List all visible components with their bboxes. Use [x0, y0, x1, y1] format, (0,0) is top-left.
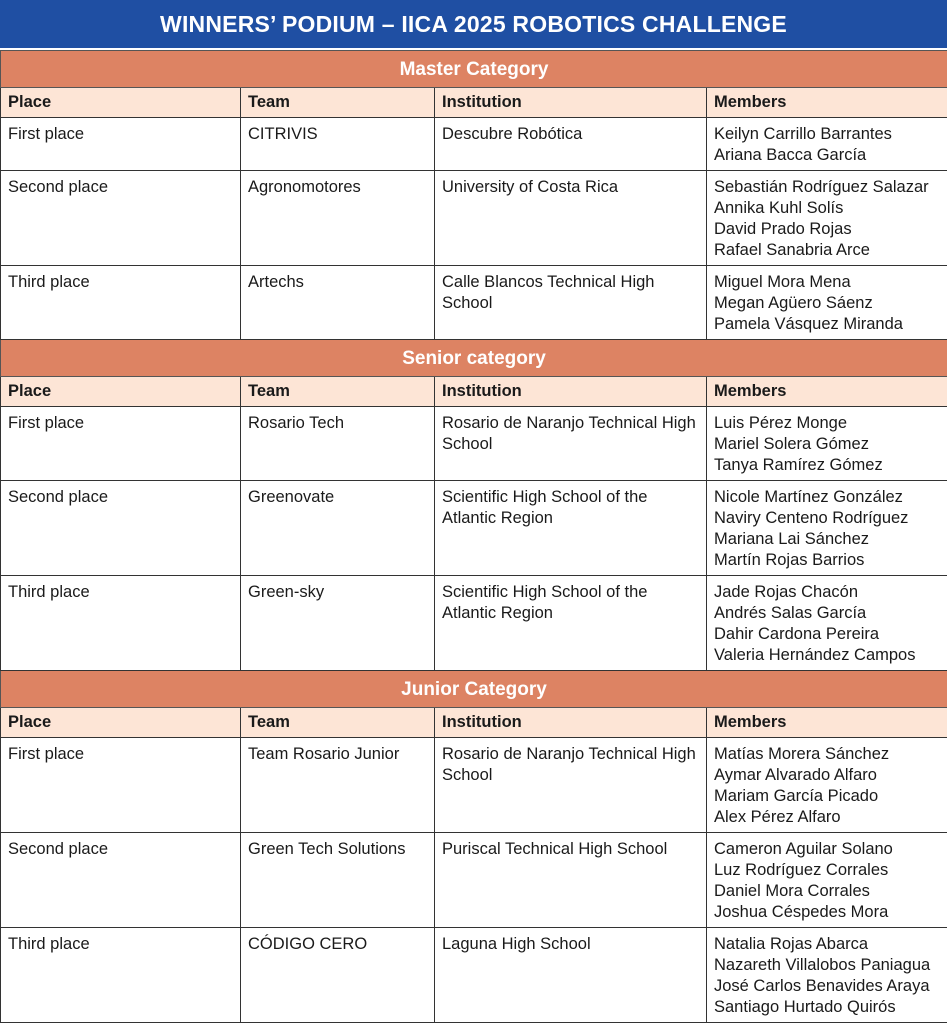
winners-table: [0, 50, 947, 1023]
members-cell: [707, 118, 947, 171]
members-header: Members: [707, 88, 947, 118]
member-name: Daniel Mora Corrales: [714, 882, 870, 900]
member-name: Megan Agüero Sáenz: [714, 294, 873, 312]
team-cell: CÓDIGO CERO: [241, 928, 435, 1023]
category-title: Senior category: [1, 340, 947, 377]
member-name: Nazareth Villalobos Paniagua: [714, 956, 931, 974]
category-row: [1, 51, 947, 88]
header-row: [1, 377, 947, 407]
members-cell: [707, 481, 947, 576]
member-name: Rafael Sanabria Arce: [714, 241, 870, 259]
institution-cell: Laguna High School: [435, 928, 707, 1023]
team-cell: Green-sky: [241, 576, 435, 671]
team-cell: Greenovate: [241, 481, 435, 576]
member-name: Naviry Centeno Rodríguez: [714, 509, 909, 527]
place-cell: Second place: [1, 833, 241, 928]
member-name: Annika Kuhl Solís: [714, 199, 844, 217]
place-cell: Third place: [1, 928, 241, 1023]
category-title: Master Category: [1, 51, 947, 88]
institution-cell: Descubre Robótica: [435, 118, 707, 171]
team-cell: Team Rosario Junior: [241, 738, 435, 833]
member-name: Ariana Bacca García: [714, 146, 867, 164]
member-name: Luz Rodríguez Corrales: [714, 861, 889, 879]
institution-cell: Puriscal Technical High School: [435, 833, 707, 928]
member-name: Matías Morera Sánchez: [714, 745, 890, 763]
members-cell: [707, 833, 947, 928]
member-name: Alex Pérez Alfaro: [714, 808, 841, 826]
member-name: José Carlos Benavides Araya: [714, 977, 930, 995]
member-name: Andrés Salas García: [714, 604, 867, 622]
team-cell: Green Tech Solutions: [241, 833, 435, 928]
place-cell: Third place: [1, 266, 241, 340]
team-header: Team: [241, 88, 435, 118]
member-name: Santiago Hurtado Quirós: [714, 998, 896, 1016]
team-cell: Agronomotores: [241, 171, 435, 266]
members-cell: [707, 407, 947, 481]
member-name: Mariam García Picado: [714, 787, 879, 805]
place-cell: Third place: [1, 576, 241, 671]
institution-cell: Calle Blancos Technical High School: [435, 266, 707, 340]
table-row: [1, 481, 947, 576]
member-name: Aymar Alvarado Alfaro: [714, 766, 877, 784]
category-row: [1, 340, 947, 377]
institution-cell: University of Costa Rica: [435, 171, 707, 266]
place-cell: Second place: [1, 171, 241, 266]
members-header: Members: [707, 708, 947, 738]
member-name: Sebastián Rodríguez Salazar: [714, 178, 929, 196]
members-cell: [707, 266, 947, 340]
header-row: [1, 708, 947, 738]
member-name: Pamela Vásquez Miranda: [714, 315, 903, 333]
place-header: Place: [1, 88, 241, 118]
member-name: Tanya Ramírez Gómez: [714, 456, 883, 474]
table-row: [1, 576, 947, 671]
place-cell: First place: [1, 738, 241, 833]
members-cell: [707, 738, 947, 833]
member-name: Luis Pérez Monge: [714, 414, 847, 432]
place-cell: Second place: [1, 481, 241, 576]
table-row: [1, 171, 947, 266]
team-header: Team: [241, 708, 435, 738]
institution-cell: Rosario de Naranjo Technical High School: [435, 407, 707, 481]
table-row: [1, 118, 947, 171]
category-title: Junior Category: [1, 671, 947, 708]
member-name: Jade Rojas Chacón: [714, 583, 859, 601]
table-row: [1, 266, 947, 340]
category-row: [1, 671, 947, 708]
team-cell: CITRIVIS: [241, 118, 435, 171]
member-name: Cameron Aguilar Solano: [714, 840, 893, 858]
member-name: Joshua Céspedes Mora: [714, 903, 889, 921]
place-header: Place: [1, 377, 241, 407]
members-cell: [707, 171, 947, 266]
institution-cell: Scientific High School of the Atlantic Region: [435, 481, 707, 576]
table-row: [1, 738, 947, 833]
institution-header: Institution: [435, 88, 707, 118]
place-cell: First place: [1, 407, 241, 481]
place-cell: First place: [1, 118, 241, 171]
table-row: [1, 407, 947, 481]
team-header: Team: [241, 377, 435, 407]
table-row: [1, 928, 947, 1023]
member-name: Valeria Hernández Campos: [714, 646, 916, 664]
member-name: Dahir Cardona Pereira: [714, 625, 880, 643]
members-cell: [707, 576, 947, 671]
team-cell: Rosario Tech: [241, 407, 435, 481]
member-name: Natalia Rojas Abarca: [714, 935, 869, 953]
institution-header: Institution: [435, 708, 707, 738]
institution-header: Institution: [435, 377, 707, 407]
member-name: Miguel Mora Mena: [714, 273, 851, 291]
member-name: Mariel Solera Gómez: [714, 435, 869, 453]
page-title: WINNERS’ PODIUM – IICA 2025 ROBOTICS CHALLENGE: [0, 0, 947, 50]
header-row: [1, 88, 947, 118]
member-name: Keilyn Carrillo Barrantes: [714, 125, 892, 143]
institution-cell: Scientific High School of the Atlantic Region: [435, 576, 707, 671]
members-cell: [707, 928, 947, 1023]
members-header: Members: [707, 377, 947, 407]
member-name: Martín Rojas Barrios: [714, 551, 865, 569]
member-name: Mariana Lai Sánchez: [714, 530, 870, 548]
member-name: Nicole Martínez González: [714, 488, 903, 506]
place-header: Place: [1, 708, 241, 738]
team-cell: Artechs: [241, 266, 435, 340]
table-row: [1, 833, 947, 928]
member-name: David Prado Rojas: [714, 220, 852, 238]
institution-cell: Rosario de Naranjo Technical High School: [435, 738, 707, 833]
